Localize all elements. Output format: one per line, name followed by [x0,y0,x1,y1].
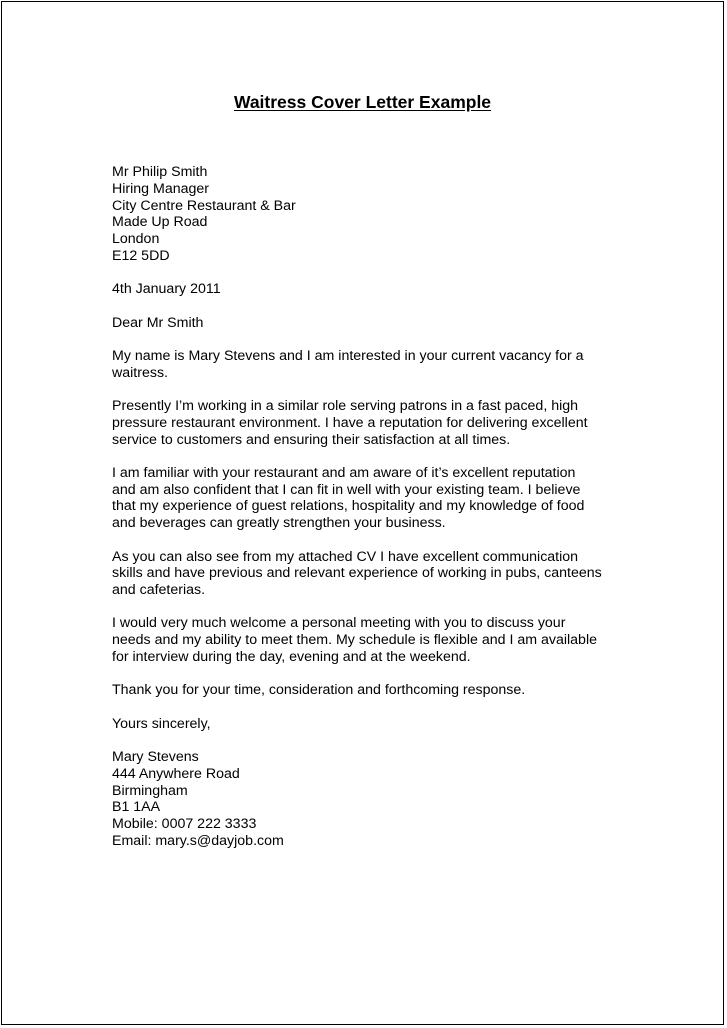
recipient-line: Hiring Manager [112,180,209,197]
recipient-line: E12 5DD [112,247,170,264]
page-title: Waitress Cover Letter Example [233,92,492,112]
sender-line: B1 1AA [112,799,161,816]
sender-line: Birmingham [112,782,188,799]
paragraph-line: Presently I’m working in a similar role serving patrons in a fast paced, high [112,397,579,414]
sender-line: Mobile: 0007 222 3333 [112,816,257,833]
recipient-line: Made Up Road [112,214,208,231]
letter-page [1,1,724,1025]
paragraph-line: waitress. [112,364,168,381]
recipient-line: London [112,231,160,248]
letter-body [112,164,632,850]
paragraph-familiarity [112,465,632,532]
letter-date [112,281,632,298]
paragraph-line: Thank you for your time, consideration and forthcoming response. [112,682,526,699]
paragraph-line: As you can also see from my attached CV I have excellent communication [112,548,579,565]
date-text: 4th January 2011 [112,281,221,298]
sender-line: Email: mary.s@dayjob.com [112,832,284,849]
paragraph-line: and cafeterias. [112,582,206,599]
paragraph-line: I am familiar with your restaurant and am aware of it’s excellent reputation [112,464,576,481]
paragraph-thanks [112,682,632,699]
paragraph-line: skills and have previous and relevant experience of working in pubs, canteens [112,565,602,582]
paragraph-line: pressure restaurant environment. I have a reputation for delivering excellent [112,414,588,431]
paragraph-intro [112,348,632,382]
salutation [112,315,632,332]
paragraph-line: service to customers and ensuring their satisfaction at all times. [112,431,511,448]
paragraph-line: I would very much welcome a personal meeting with you to discuss your [112,615,566,632]
sender-line: Mary Stevens [112,748,199,765]
paragraph-line: that my experience of guest relations, hospitality and my knowledge of food [112,498,585,515]
sender-line: 444 Anywhere Road [112,765,240,782]
paragraph-meeting [112,615,632,665]
salutation-text: Dear Mr Smith [112,314,204,331]
sender-details [112,749,632,850]
paragraph-line: and beverages can greatly strengthen your business. [112,515,446,532]
paragraph-cv [112,549,632,599]
paragraph-current-role [112,398,632,448]
paragraph-line: for interview during the day, evening and at the weekend. [112,649,471,666]
recipient-address [112,164,632,265]
paragraph-line: and am also confident that I can fit in well with your existing team. I believe [112,481,581,498]
paragraph-line: needs and my ability to meet them. My schedule is flexible and I am available [112,632,597,649]
recipient-line: Mr Philip Smith [112,164,208,180]
closing [112,716,632,733]
recipient-line: City Centre Restaurant & Bar [112,197,296,214]
paragraph-line: My name is Mary Stevens and I am interested in your current vacancy for a [112,347,584,364]
closing-text: Yours sincerely, [112,715,211,732]
